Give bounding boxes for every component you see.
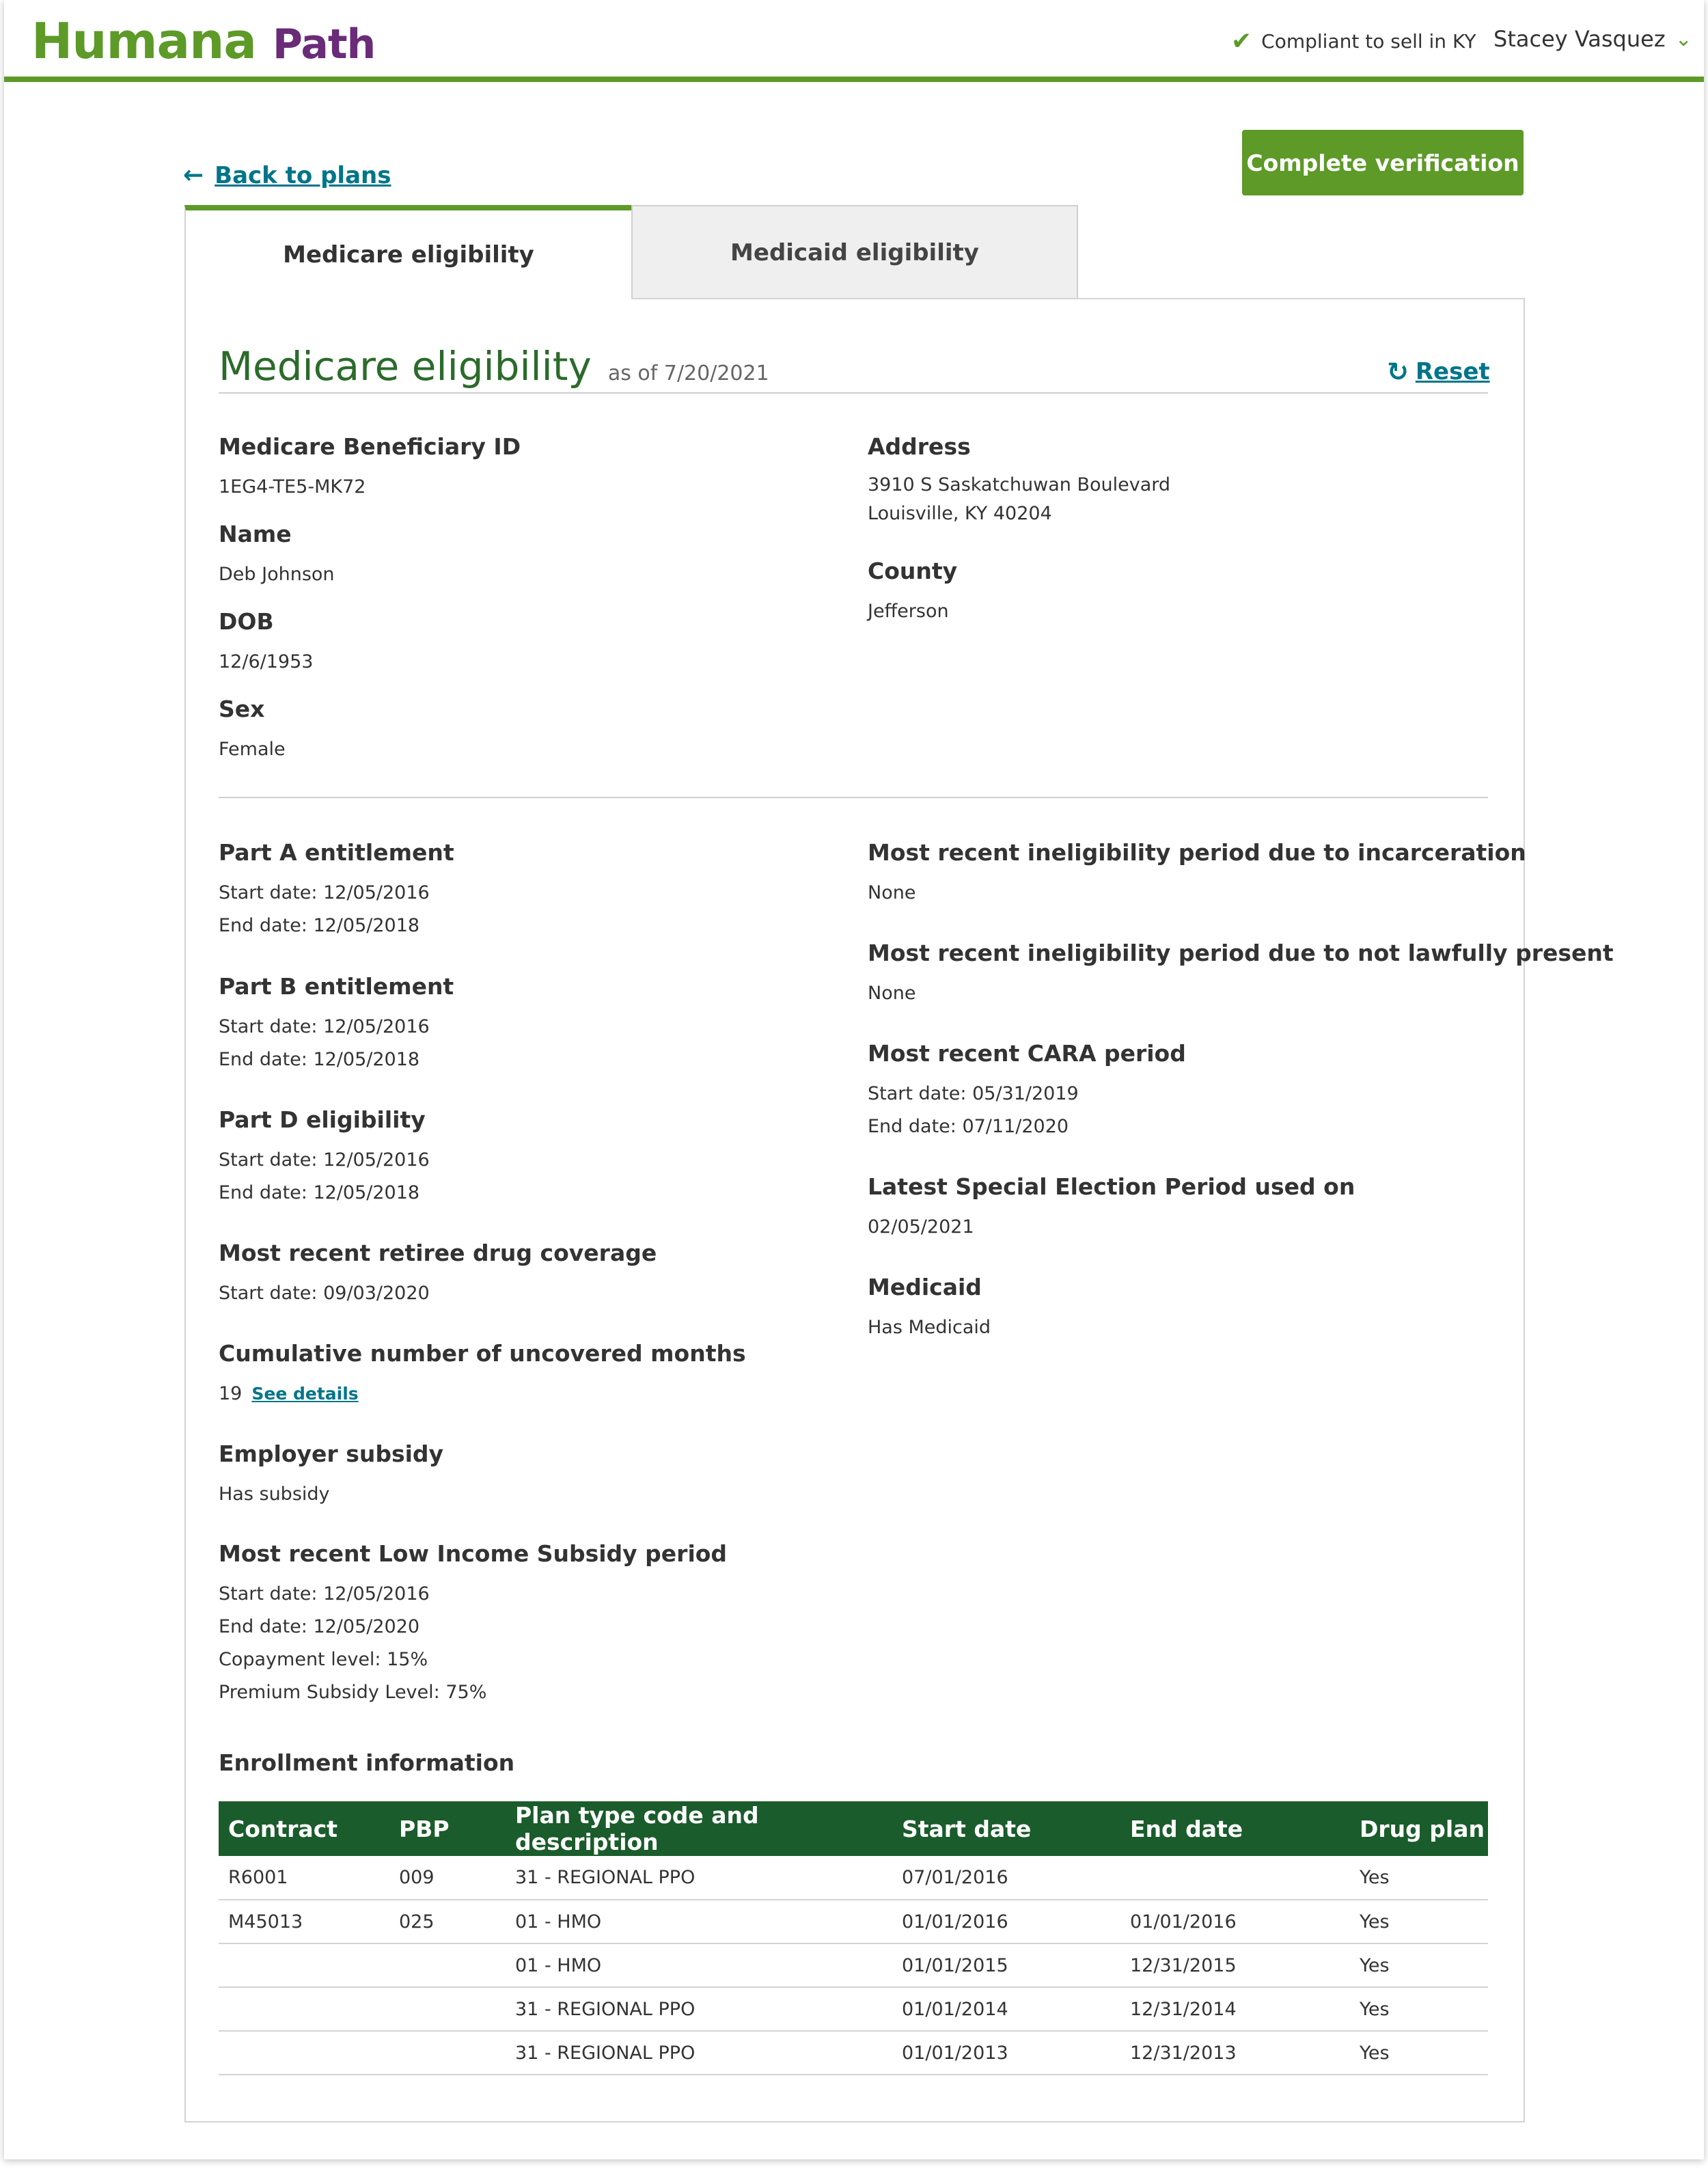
name-field <box>219 521 335 591</box>
table-cell: 31 - REGIONAL PPO <box>506 1856 892 1900</box>
county-value: Jefferson <box>868 601 949 622</box>
table-cell: 07/01/2016 <box>892 1856 1120 1900</box>
user-name: Stacey Vasquez <box>1493 26 1666 52</box>
medicaid-value: Has Medicaid <box>868 1317 991 1338</box>
sex-value: Female <box>219 739 286 760</box>
address-line-1: 3910 S Saskatchuwan Boulevard <box>868 474 1171 495</box>
column-header-plan-type: Plan type code and description <box>506 1801 892 1856</box>
dob-value: 12/6/1953 <box>219 651 314 672</box>
column-header-pbp: PBP <box>389 1801 506 1856</box>
dob-field <box>219 608 313 679</box>
mbi-label: Medicare Beneficiary ID <box>219 433 521 460</box>
title-divider <box>219 392 1488 394</box>
top-header <box>4 0 1704 82</box>
column-header-drug-plan: Drug plan <box>1350 1801 1488 1856</box>
table-cell <box>389 2031 506 2075</box>
table-cell <box>1120 1856 1350 1900</box>
incarceration-value: None <box>868 882 916 903</box>
medicaid-field <box>868 1274 991 1344</box>
table-cell: R6001 <box>219 1856 389 1900</box>
incarceration-label: Most recent ineligibility period due to incarceration <box>868 839 1526 866</box>
uncovered-months-field <box>219 1340 746 1410</box>
reset-icon: ↻ <box>1387 357 1409 387</box>
table-cell: Yes <box>1350 1856 1488 1900</box>
lawful-presence-field <box>868 940 1614 1010</box>
cara-start: Start date: 05/31/2019 <box>868 1083 1079 1104</box>
address-line-2: Louisville, KY 40204 <box>868 503 1052 524</box>
table-cell: 31 - REGIONAL PPO <box>506 1987 892 2031</box>
section-heading <box>219 343 769 390</box>
cara-field <box>868 1040 1186 1143</box>
chevron-down-icon: ⌄ <box>1675 27 1692 51</box>
table-cell: 01/01/2015 <box>892 1943 1120 1987</box>
column-header-contract: Contract <box>219 1801 389 1856</box>
table-cell: 01/01/2014 <box>892 1987 1120 2031</box>
lis-start: Start date: 12/05/2016 <box>219 1583 430 1605</box>
table-row <box>219 1900 1488 1943</box>
lis-label: Most recent Low Income Subsidy period <box>219 1540 728 1567</box>
table-row <box>219 2031 1488 2075</box>
cara-end: End date: 07/11/2020 <box>868 1116 1069 1137</box>
county-field <box>868 558 957 628</box>
lawful-presence-label: Most recent ineligibility period due to not lawfully present <box>868 940 1614 966</box>
mbi-field <box>219 433 521 504</box>
table-cell: 01 - HMO <box>506 1900 892 1943</box>
dob-label: DOB <box>219 608 274 635</box>
sep-field <box>868 1173 1355 1244</box>
back-label: Back to plans <box>215 161 391 189</box>
check-icon: ✔ <box>1231 27 1252 55</box>
address-label: Address <box>868 433 971 460</box>
part-a-end: End date: 12/05/2018 <box>219 915 420 936</box>
lis-end: End date: 12/05/2020 <box>219 1616 420 1637</box>
compliance-status <box>1231 27 1476 55</box>
part-b-field <box>219 973 454 1076</box>
table-cell: Yes <box>1350 1943 1488 1987</box>
complete-verification-button[interactable]: Complete verification <box>1242 130 1524 195</box>
as-of-date: as of 7/20/2021 <box>607 361 769 385</box>
part-a-field <box>219 839 454 942</box>
lawful-presence-value: None <box>868 983 916 1004</box>
table-cell: M45013 <box>219 1900 389 1943</box>
sex-field <box>219 696 286 766</box>
enrollment-title: Enrollment information <box>219 1749 515 1776</box>
name-label: Name <box>219 521 292 547</box>
part-a-label: Part A entitlement <box>219 839 454 866</box>
table-cell <box>219 2031 389 2075</box>
part-a-start: Start date: 12/05/2016 <box>219 882 430 903</box>
table-cell: 01/01/2013 <box>892 2031 1120 2075</box>
employer-subsidy-label: Employer subsidy <box>219 1440 444 1467</box>
table-row <box>219 1856 1488 1900</box>
compliance-text: Compliant to sell in KY <box>1261 30 1476 53</box>
reset-label: Reset <box>1415 358 1490 385</box>
user-menu[interactable] <box>1493 26 1692 52</box>
part-d-end: End date: 12/05/2018 <box>219 1182 420 1203</box>
retiree-drug-field <box>219 1240 657 1310</box>
table-cell: Yes <box>1350 2031 1488 2075</box>
part-b-start: Start date: 12/05/2016 <box>219 1016 430 1037</box>
county-label: County <box>868 558 958 584</box>
table-cell: 12/31/2013 <box>1120 2031 1350 2075</box>
table-cell: 01/01/2016 <box>892 1900 1120 1943</box>
sep-value: 02/05/2021 <box>868 1216 974 1238</box>
table-cell: 12/31/2014 <box>1120 1987 1350 2031</box>
lis-field <box>219 1540 727 1709</box>
mbi-value: 1EG4-TE5-MK72 <box>219 476 366 497</box>
table-cell: 12/31/2015 <box>1120 1943 1350 1987</box>
uncovered-months-label: Cumulative number of uncovered months <box>219 1340 746 1367</box>
retiree-drug-start: Start date: 09/03/2020 <box>219 1283 430 1304</box>
table-cell: 009 <box>389 1856 506 1900</box>
employer-subsidy-value: Has subsidy <box>219 1484 330 1505</box>
table-cell: Yes <box>1350 1987 1488 2031</box>
logo-product: Path <box>272 21 376 68</box>
table-header-row <box>219 1801 1488 1856</box>
arrow-left-icon: ← <box>183 161 204 189</box>
part-d-label: Part D eligibility <box>219 1106 426 1133</box>
table-row <box>219 1987 1488 2031</box>
app-logo[interactable] <box>31 12 375 70</box>
see-details-link[interactable]: See details <box>251 1384 359 1404</box>
sex-label: Sex <box>219 696 265 722</box>
tab-medicare-eligibility[interactable]: Medicare eligibility <box>184 205 631 299</box>
table-cell <box>389 1943 506 1987</box>
reset-link[interactable] <box>1387 357 1490 387</box>
part-b-end: End date: 12/05/2018 <box>219 1049 420 1070</box>
table-row <box>219 1943 1488 1987</box>
table-cell: 01 - HMO <box>506 1943 892 1987</box>
medicaid-label: Medicaid <box>868 1274 982 1300</box>
table-cell: 31 - REGIONAL PPO <box>506 2031 892 2075</box>
tab-medicaid-eligibility[interactable]: Medicaid eligibility <box>631 205 1078 299</box>
cara-label: Most recent CARA period <box>868 1040 1186 1067</box>
address-field <box>868 433 1170 528</box>
logo-brand: Humana <box>31 12 256 70</box>
part-d-start: Start date: 12/05/2016 <box>219 1149 430 1171</box>
section-title: Medicare eligibility <box>219 343 592 390</box>
table-cell: 01/01/2016 <box>1120 1900 1350 1943</box>
table-cell: 025 <box>389 1900 506 1943</box>
sep-label: Latest Special Election Period used on <box>868 1173 1355 1200</box>
back-to-plans-link[interactable] <box>183 161 391 189</box>
column-header-start-date: Start date <box>892 1801 1120 1856</box>
name-value: Deb Johnson <box>219 564 335 585</box>
enrollment-table <box>219 1801 1488 2075</box>
retiree-drug-label: Most recent retiree drug coverage <box>219 1240 657 1266</box>
table-cell: Yes <box>1350 1900 1488 1943</box>
panel-divider <box>631 298 1525 299</box>
table-cell <box>219 1943 389 1987</box>
uncovered-months-value: 19 <box>219 1383 243 1404</box>
column-header-end-date: End date <box>1120 1801 1350 1856</box>
section-divider <box>219 797 1488 798</box>
lis-copay: Copayment level: 15% <box>219 1649 428 1670</box>
employer-subsidy-field <box>219 1440 443 1511</box>
lis-premium: Premium Subsidy Level: 75% <box>219 1682 487 1703</box>
part-d-field <box>219 1106 430 1210</box>
part-b-label: Part B entitlement <box>219 973 454 1000</box>
table-cell <box>219 1987 389 2031</box>
table-cell <box>389 1987 506 2031</box>
incarceration-field <box>868 839 1526 910</box>
